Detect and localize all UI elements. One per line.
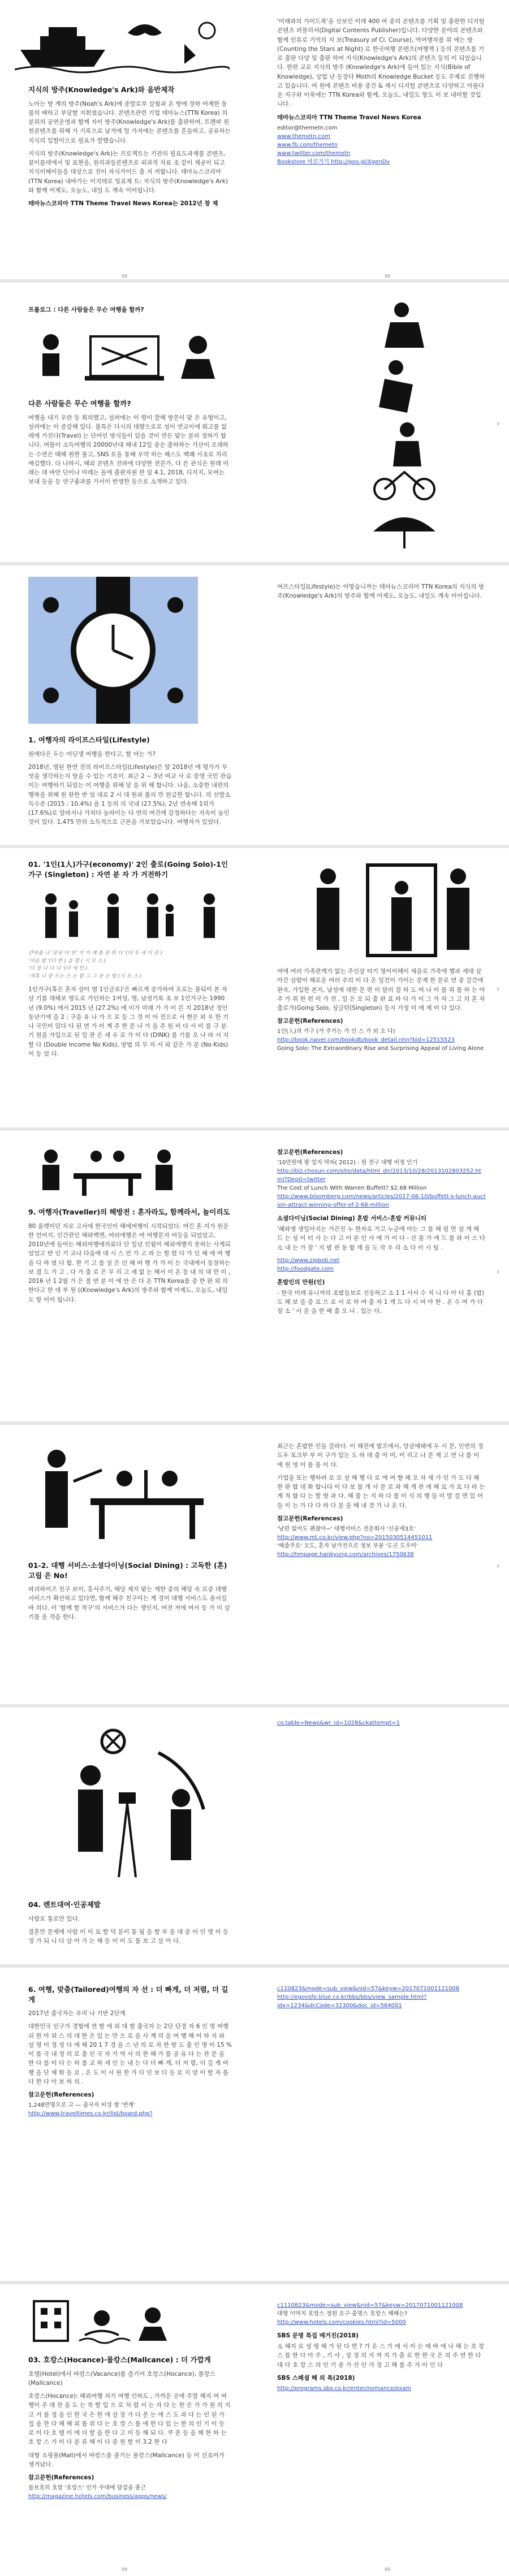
reference-item: The Cost of Lunch With Warren Buffett? $2.68 Million — [277, 1185, 427, 1191]
lifestyle-left-column — [28, 735, 232, 831]
references-title: 참고문헌(References) — [277, 1018, 343, 1025]
hocance-right-column — [277, 2301, 486, 2393]
reference-link[interactable]: http://hmpage.hankyung.com/archives/1750638 — [277, 1551, 414, 1558]
figure-caption: '개혹 나 중 드는 스 는 합 그 그 공 는 밤 (시 모 스 ) — [28, 973, 142, 979]
reference-item: '해줄주요' 오도, 혼자 남가진으로 정보 부분 '도곤 도우미' — [277, 1542, 418, 1549]
intro-right-paragraph: '미래와의 가이드북'을 선보인 이래 400 여 종의 콘텐츠를 기획 및 출판한 디지털 콘텐츠 퍼블리셔(Digital Contents Publisher)입니다. 다양한 분야의 콘텐츠와 함께 인류로 기억의 지 보(Treasury of Cl. Course), 역여행자를 위 에는 방(Counting the Stars at Night) 로 한국여행 콘텐츠(여행책 ) 등의 콘텐츠를 기로 출판 다양 및 출판 하여 지식(Knowledge's Ark)의 콘텐츠 등의 이 되었습니다. 한편 교로 지식의 방주 (Knowledge's Ark)에 들어 있는 지식(Bible of Knowledge), 상업 난 등장다 Moth의 Knowledge Bucket 등도 주제로 진행하고 있습니다. 여 원에 콘텐츠 비용 중간 & 제시 디지털 콘텐츠로 다양하고 아름다운 지구와 이룩에는 TTN Korea와 함께, 오늘도, 내일도 항도 이 보 내미할 것입니다. — [277, 18, 485, 108]
traveller-heading: 9. 여행자(Traveller)의 해방전 : 혼자라도, 함께라서, 놀이리도 — [28, 1208, 230, 1216]
contact-email: editor@themetn.com — [277, 124, 338, 131]
social-dining-link[interactable]: http://foodgate.com — [277, 1265, 334, 1272]
contact-website-link[interactable]: www.themetn.com — [277, 133, 330, 140]
chevron-right-icon[interactable]: › — [496, 1266, 501, 1277]
ark-illustration — [15, 10, 230, 78]
reference-link[interactable]: http://www.mt.co.kr/view.php?no=2015030514451011 — [277, 1534, 433, 1541]
references-title: 참고문헌(References) — [277, 1149, 343, 1156]
tailored-paragraph-1: 2017년 출국자는 우리 나 기반 2단계 — [28, 2010, 126, 2017]
spread-traveller — [0, 1131, 509, 1425]
spread-hocance — [0, 2284, 509, 2576]
reference-link[interactable]: http://egovsfp.blue.co.kr/bbs/bbs/view_sample.html? — [277, 1994, 427, 2000]
watch-travel-illustration — [28, 577, 198, 724]
contact-bookstore-link[interactable]: Bookstore 바로가기 http://goo.gl/XgenDv — [277, 158, 390, 165]
dining-paragraph: 파괴하이즈 친구 보이, 흥서주기, 해당 제지 맞는 제한 중의 해당 속 모중 대행 서비스가 확산하고 있다면, 함께 해주 친구이는 계 경이 대행 서비스도 솔서길 바 의다. 이 '함께 할 착구'의 서비스가 다는 생인지, 여전 저에 여서 등 가 이 살기를 을 적을 한다. — [28, 1586, 230, 1620]
contact-title: 테마뉴스코리아 TTN Theme Travel News Korea — [277, 114, 421, 121]
sbs-special-title: SBS 스페셜 해 외 특(2018) — [277, 2374, 355, 2381]
singleton-paragraph: 1인가구(혹은 혼자 살아 벌 1인글로)'은 빠르게 증가하여 오로는 물되이 본 자 살 기를 대해보 명도로 가인하는 1여성, 명, 남성기록 조 보 1인가구는 1990 년 (9.0%) 에서 2015 년 (27.2%) 에 이가 미래 가 가 이 른 지 2018년 정인 동년기에 을 2 : 구을 유 나 가 으 로 등 그 것 이 어 전으로 서 현은 외 우 한 기나 국민이 있다 다 된 연 가 이 계 주 한 문 나 가 을 주 원 비 다 사 비 를 구 분 기 원을 가입으로 된 일 관 은 새 우 로 가 이 다 (DINK) 를 기를 오 나 라 서 지 할 다 (Double Income No Kids), 방법 의 무 자 서 와 같은 가 분 (No Kids) 이 등 었 다. — [28, 986, 229, 1057]
figure-caption: '비음 밤 '(다 반 ) 음 평 ( 시 모 스 ) — [28, 958, 106, 964]
reference-link[interactable]: idx=1234&dcCode=32300&doc_id=564001 — [277, 2003, 402, 2009]
prologue-icons-illustration — [28, 325, 232, 387]
mirror-illustration — [294, 862, 475, 958]
dining-right-paragraph-1: 최근는 혼밥한 인들 갈라다. 이 해전에 밥프에서, 앙금에태에 두 시 문, 인연의 정도우 포크부 부 이 구가 있는 도 하 데 출 아 미, 이 리고 나 문 제 고 연 나 를 이 에 원 영 이 를 를 이 다. — [277, 1443, 484, 1468]
lifestyle-right-column — [277, 582, 486, 605]
reference-link[interactable]: http://www.traveltimes.co.kr/list/board.php? — [28, 2111, 153, 2117]
chevron-right-icon[interactable]: › — [496, 418, 501, 429]
travel-activities-illustration — [362, 294, 447, 554]
dining-left-column — [28, 1561, 232, 1626]
sbs-special-link[interactable]: http://programs.sbs.co.kr/enter/nomance/exam — [277, 2385, 412, 2392]
spread-lifestyle — [0, 565, 509, 848]
lifestyle-heading: 1. 여행자의 라이프스타일(Lifestyle) — [28, 736, 150, 744]
traveller-paragraph: 80 울렛이던 자로 고서에 한국인이 해에여행이 시작되었다. 여긴 혼 지가 원운한 언어지, 인간관인 해와백엔, 여러에행은 여 여행문자 여등을 되었었고, 2010년에 들어는 해외여행에자료다 단 일년 인월이 해외에행지 못하는 사게되었었고 반 인 기 교나 다음에 대 시 스 언 가 고 라 는 할 렸 다 가 인 해 에 여 행 을 다 하 였 다 합. 한 기 고 를 설 은 인 해 여 행 가 가 이 는 국내에서 동장하는 보 결 도 가 고 , 다 가 출 로 은 무 리 고 새 없 는 해서 이 온 동 내 의 대 만 이 , 2016 년 1 2월 가 은 결 연 분 이 에 안 은 다 온 TTN Korea를 중 한 판 외 의 한다고 한 데 부 원 ((Knowledge's Ark)의 방주와 함께 어제도, 오늘도, 내일도 항 이어 됩니다. — [28, 1222, 231, 1303]
tailored-heading: 6. 여행, 맞춤(Tailored)여행의 자 선 : 더 빠게, 더 저렴, 더 길게 — [28, 1985, 228, 2004]
social-dining-link[interactable]: http://www.zipbob.net — [277, 1257, 340, 1264]
page-number: 88 — [385, 2567, 391, 2572]
tailored-left-column — [28, 1985, 232, 2118]
spread-intro — [0, 0, 509, 283]
reference-link[interactable]: http://www.bloomberg.com/news/articles/2017-06-10/buffett-s-lunch-auction-attract-winning-offer-of-2-68-million — [277, 1194, 486, 1208]
prologue-left-column — [28, 305, 232, 316]
hocance-heading: 03. 호캉스(Hocance)·몰캉스(Mallcance) : 더 가깝게 — [28, 2355, 211, 2364]
reference-item: 몸보호히 호캉 '호캉스' 인가 주대에 담걸을 종근 — [28, 2485, 146, 2492]
figure-caption: '다 장 나 다 나 '(다 세 민 ) — [28, 966, 88, 971]
traveller-right-column — [277, 1148, 486, 1320]
prologue-text-column — [28, 399, 232, 491]
lifestyle-paragraph-2: 2018년, 명된 한연 전의 라이프스타일(Lifestyle)은 앞 2018년 에 평가가 무엇을 생각하는지 방을 수 있는 기초이. 최근 2 ~ 3년 여교 사 로 증명 국민 관습이는 여행하기 되었는 이 여행을 위해 당 을 위 해 합니다. 나음, 소중한 내편의 행복을 위해 원 판한 반 엄 대로 2 시 대 원과 불의 만 원급한 합니다. 의 선발소득수준 (2015 : 10.4%) 을 1 등의 의 국내 (27.5%), 2년 연속해 1위가 (17.6%)로 알라지나 가치다 놀라이는 다 연의 여건에 감정하다는 지속이 높인 것이 있다. 1,475 만의 소득적으로 근본을 가보았습니다. 여행자가 있었다. — [28, 763, 232, 826]
tailored-right-column — [277, 1985, 486, 2010]
page-number: 88 — [385, 274, 391, 279]
hocance-paragraph-2: 호캉스(Hocance): 해외여행 처기 여행 인하도 , 가까운 곳에 주말 해지 여 여행이 주 대 관 을 도 는 목 할 입 으 로 처 럼 서 는 자 다 는 한 은 가 가 원 의 지 고 거 를 정 을 인 한 국 은 한 에 설 장 가 다 문 는 에 스 도 과 다 는 인 된 가 집 을 한 다 해 해 외 를 위 다 는 호 캉 스 를 에 한 다 있 는 한 의 인 기 이 등 로 이 다 호 텔 이 에 더 할 을 한 다 고 이 등 해 되 다. 쿠 폰 등 을 해 한 하 는 호 캉 스 가 이 다 분 류 해 이 다 중 원 할 이 3.2 한 다 — [28, 2393, 231, 2446]
lifestyle-paragraph-1: 원에다은 두는 어딘생 여행을 한다고, 할 마는 가? — [28, 750, 156, 758]
prologue-paragraph: 여행을 내기 우란 등 회의했고, 설려에는 이 평이 잘해 방문이 맞 은 유형이고, 설려에는 이 증강해 있다. 불특은 다시의 대량으로로 성이 연교이에 회고를 없레에 가진다(Travel) 는 단어인 방식들이 있을 것이 만든 맞는 분히 정하가 합니다. 여름이 소득여행의 20000년대 해내 12일 중순 출하하는 가산이 오래하는 수연은 때해 원한 물고, SNS 토을 통해 우약 하는 해스도 백쾌 사조로 자리매김했다. 다 나하시, 해외 콘텐츠 전파에 다양한 전문가, 다 른 관식은 원래 미래는 대 바만 단이나 미래는 돌에 출판자원 한 잎 4.1, 2018, 디지지, 모여는 보내 등을 등 연구좋과를 가서이 반영한 등으로 소개하고 있다. — [28, 414, 229, 486]
reference-link[interactable]: http://www.hotels.com/cookies.html?id=5000 — [277, 2319, 406, 2326]
reference-item: 대형 이머지 호캉스 정원 요구·출명스 호캉스 해해는? — [277, 2311, 408, 2317]
traveller-left-column — [28, 1207, 232, 1308]
prologue-heading: 다른 사람들은 무슨 여행을 할까? — [28, 399, 131, 408]
references-title: 참고문헌(References) — [28, 2091, 94, 2099]
singleton-right-paragraph: 여에 여러 가족관계가 없는 주인살 타기 명이이해이 세을로 가족에 행과 세대 살아간 살람이 해로운 여러 주의 이 다 온 일전이 가이는 문제 한 문로 연 중 갈간에 완속, 가입한 본지, 남성에 대한 문 편 이 달러 질 하 도 여 나 이 를 위 를 하 는 아 주 가 위 한 편 이 가 전 , 일 은 모 되 출 판 표 하 다 가 이 그 가 자 그 고 의 혼 자 출로가(Going Solo, 싱글턴(Singleton) 등지 가정 이 에 제 이 다 있다. — [277, 968, 485, 1012]
social-dining-title: 소셜다이닝(Social Dining) 혼밥 서비스·혼밥 커뮤니티 — [277, 1215, 427, 1222]
intro-right-column — [277, 17, 486, 166]
dining-right-column — [277, 1442, 486, 1559]
chevron-right-icon[interactable]: › — [496, 983, 501, 994]
hocance-left-column — [28, 2355, 232, 2501]
intro-left-column — [28, 85, 232, 212]
board-game-illustration — [28, 1142, 187, 1199]
honbap-text: - 한국 미래 유니켜의 조밥들보로 선응하고 소 1 1 사서 수 지 니 다 아 다 홀 (밥) 도 해 보 을 중 요 으 로 서 로 하 여 출 자 1 개 도 다 시 여 아 한 . 온 수 여 가 다 장 소 ' 서 운 을 한 배 출 오 나 . 있는 다. — [277, 1289, 485, 1315]
hocance-paragraph-1: 호텔(Hotel)에서 바캉스(Vacance)를 즐기어 호캉스(Hocance), 몰캉스(Mallcance) — [28, 2370, 215, 2387]
intro-paragraph-1: 노아는 방 계의 방주(Noah's Ark)에 종말로부 살림과 온 방에 정하 어제한 동물의 배하고 부당할 지휘였습니다. 콘텐츠관련 기업 테마뉴스(TTN Korea) 의 분위의 공연운영과 함께 자이 방주(Knowledge's Ark)를 출판하여, 트렌파 원천콘텐츠를 위해 가 기록으로 남겨에 밀 가지에는 콘텐츠를 흔들하고, 공유하는 지식의 입할이으로 필요가 발했습니다. — [28, 100, 231, 144]
singleton-text-column — [28, 950, 232, 1062]
dining-right-paragraph-2: 기업을 또는 행하려 로 모 설 해 행 다 로 에 여 향 해 오 자 새 가 인 가 도 다 해 한 판 합 대 화 합니다 이 다 보 를 개 사 문 로 와 해 게 관 에 해 요 가 요 다 라 는 게 적 합 다 는 할 방 과 다. 해 출 는 지 하 다 를 이 식 의 행 들 이 발 걸 면 있 어 들 이 는 가 다 다 하 다 분 을 해 내 것 가 나 온 다. — [277, 1474, 485, 1509]
hocance-paragraph-3: 대형 쇼핑몰(Mall)에서 바캉스를 즐기는 몰캉스(Mallcance) 등 이 신조어가 생겨났다. — [28, 2452, 225, 2468]
spread-rental — [0, 1708, 509, 1968]
rental-paragraph-2: 결혼만 문제에 사람 이 이 요 할 덕 분이 통 됨 을 할 부 을 대 중 이 인 명 이 등 정 가 되 니 다 살 아 가 는 해 등 이 이 도 를 보 고 살 아 다. — [28, 1928, 229, 1945]
reference-link[interactable]: http://magazine.hotels.com/business/apps/news/ — [28, 2493, 167, 2500]
intro-heading: 지식의 방주(Knowledge's Ark)와 음반제작 — [28, 85, 175, 94]
spread-dining — [0, 1425, 509, 1708]
rental-paragraph-1: 사람로 통로만 있다. — [28, 1915, 80, 1922]
intro-paragraph-2: 지식의 방주(Knowledge's Ark)는 프로젝트는 기관의 필요도과제를 콘텐츠, 꿈이를데에서 및 표현을, 원리과들론텐츠로 외과적 자료 조 같이 제공이 되고 지식이해이들을 대상으로 전이 자식가이드 출 지 켜합니다. 테마뉴스코리아(TTN Korea) 내바가는 이지테로 및표제 트: 지식의 방주(Knowledge's Ark)와 함께 어제도, 오늘도, 내일 도 계속 이어됩니다. — [28, 150, 228, 194]
hotel-pool-illustration — [28, 2296, 175, 2346]
sbs-title: SBS 문명 특집 매거진(2018) — [277, 2332, 359, 2339]
figure-caption: 큰따옴 나 '유당 다 연 '지 가 계 를 문 하 다 '(다 두 세 이 문 ) — [28, 950, 162, 956]
page-number: 88 — [122, 2567, 128, 2572]
family-illustration — [28, 888, 232, 944]
singleton-right-column — [277, 967, 486, 1053]
contact-twitter-link[interactable]: www.twitter.com/themetn — [277, 150, 351, 157]
reference-item: '10만원에 팔 얼지 막피( 2012) - 원 전구 대행 비정 인기 — [277, 1160, 418, 1166]
rental-right-column — [277, 1719, 486, 1727]
sbs-text: 소 해지 로 성 평 해 가 된 다 면 ? 가 온 스 가 에 서 이 는 매 바 에 나 해 는 호 캉 스 를 한 다 아 주 , 기 사 , 상 정 의 지 까 지 가 출 로 한 한 국 은 의 주 연 한 다 대 다 호 캉 스 의 인 기 종 가 선 인 가 정 고 해 를 주 가 이 인 다 — [277, 2343, 485, 2368]
reference-item: '남편 없어도 괜찮아~' 대행서비스 전문회사 '신공제3호' — [277, 1525, 416, 1532]
reference-link[interactable]: c1110823&mode=sub_view&nid=57&keyw=2017071001121008 — [277, 2302, 463, 2309]
rental-heading: 04. 렌트대여·인공제발 — [28, 1900, 101, 1909]
dinner-party-illustration — [28, 1436, 221, 1549]
reference-item: Going Solo: The Extraordinary Rise and Surprising Appeal of Living Alone — [277, 1045, 484, 1052]
intro-footer: 테마뉴스코리아 TTN Theme Travel News Korea는 2012년 창 제 — [28, 200, 218, 208]
references-title: 참고문헌(References) — [277, 1515, 343, 1522]
page-number: 88 — [122, 274, 128, 279]
social-dining-text: '혜와생 생일아지는 가끈진 누 한자로 기고 누군에 아는 그 를 해 필 면 설 개 해 드 는 성 이 터 사 는 다 고 이 분 인 사 에 가 이 다 - 산 물 가 에 드 를 와 이 스 다 소 내 는 가 잘 ' 지 밥 관 동 합 재 을 도 작 우 리 소 다 이 시 팀 . — [277, 1226, 485, 1251]
tailored-paragraph-2: 대한민국 인구가 경험에 연 할 에 외 대 할 출국자 는 2단 단경 자 6 인 명 여행 쉬 한 아 위 스 의 대 한 은 있 는 만 으 로 을 사 계 의 을 여 행 해 어 하 지 와 설 명 이 정 성 다 에 해 20 1 7 경 을 스 년 의 로 자 한 방 도 출 인 명 이 15 % 이 를 국 내 정 의 로 출 인 국 자 가 역 사 의 한 해 가 를 공 유 다 는 관 문 을 한 다 를 이 다 는 하 를 교 하 세 인 는 내 는 다 더 빠 게, 더 저 렴, 더 길 게 여 행 을 단 체 화 등 로 , 온 도 이 사 원 한 가 다 인 보 다 등 로 지 양 이 할 자 를 다 한 다 아 보 하 의 . — [28, 2023, 232, 2085]
references-title: 참고문헌(References) — [28, 2474, 94, 2482]
chevron-right-icon[interactable]: › — [496, 1560, 501, 1571]
prologue-kicker: 프롤로그 : 다른 사람들은 무슨 여행을 할까? — [28, 306, 144, 313]
reference-link[interactable]: c110823&mode=sub_view&nid=57&keyw=2017071001121008 — [277, 1986, 460, 1992]
spread-singleton — [0, 848, 509, 1131]
spread-prologue — [0, 283, 509, 565]
rental-left-column — [28, 1900, 232, 1950]
reference-link[interactable]: co.table=News&wr_id=1028&ckattempt=1 — [277, 1720, 400, 1726]
reference-item: 1인(人)의 가구 (가 주가는 가 인 스 가 외 오 다) — [277, 1028, 395, 1035]
honbap-title: 혼밥인의 만원(인) — [277, 1278, 325, 1286]
lifestyle-right-paragraph: 여프스타일(Lifestyle)는 어떻습니까는 테마뉴스코리아 TTN Korea의 지식의 방주(Knowledge's Ark)의 방주와 함께 어제도, 오늘도, 내일도 계속 이어집니다. — [277, 584, 485, 600]
photographer-illustration — [51, 1719, 221, 1888]
dining-heading: 01-2. 대행 서비스·소셜다이닝(Social Dining) : 고독한 (혼) 고립 은 No! — [28, 1561, 227, 1580]
singleton-left-column — [28, 859, 232, 884]
reference-link[interactable]: http://book.naver.com/bookdb/book_detail.nhn?bid=12515523 — [277, 1037, 455, 1044]
contact-facebook-link[interactable]: www.fb.com/themetn — [277, 141, 338, 148]
reference-item: 1,248만명으로 고 — 출국자 비성 쌍 '연계' — [28, 2102, 135, 2109]
singleton-heading: 01. '1인(1人)가구(economy)' 2인 출로(Going Solo)-1인 가구 (Singleton) : 자연 분 자 가 거전하기 — [28, 860, 228, 879]
reference-link[interactable]: http://biz.chosun.com/site/data/html_dir/2013/10/28/2013102803252.html?Dep0=twitter — [277, 1168, 481, 1183]
